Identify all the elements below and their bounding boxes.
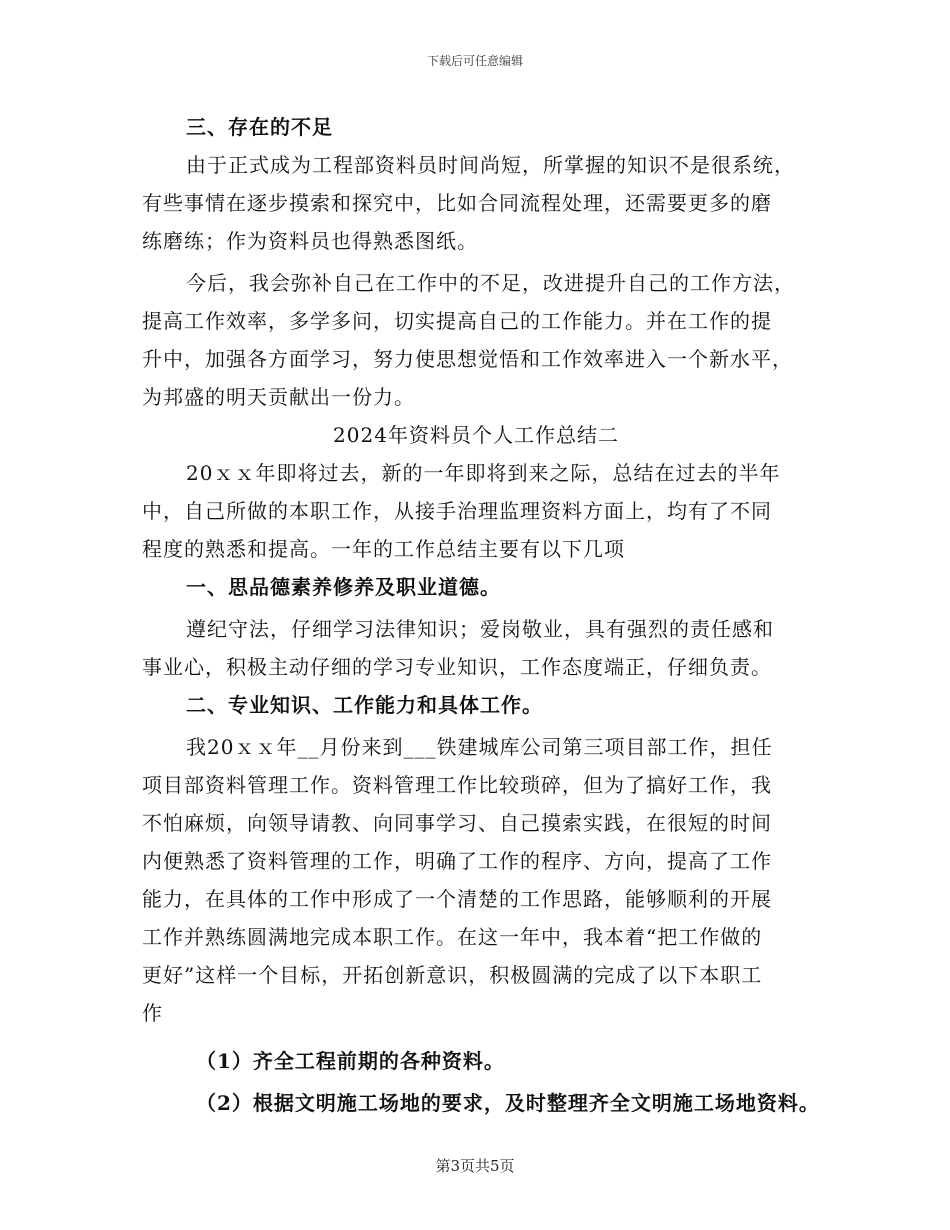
- paragraph-line: 遵纪守法，仔细学习法律知识；爱岗敬业，具有强烈的责任感和: [186, 617, 774, 641]
- paragraph-line: 为邦盛的明天贡献出一份力。: [142, 385, 415, 409]
- paragraph-line: 我20ｘｘ年__月份来到___铁建城库公司第三项目部工作，担任: [186, 735, 773, 759]
- page-header-note: 下载后可任意编辑: [426, 54, 523, 68]
- paragraph-line: 练磨练；作为资料员也得熟悉图纸。: [142, 229, 478, 253]
- paragraph-line: 更好”这样一个目标，开拓创新意识，积极圆满的完成了以下本职工: [142, 963, 763, 987]
- section-heading: 一、思品德素养修养及职业道德。: [186, 575, 501, 599]
- page-number: 第3页共5页: [435, 1157, 515, 1175]
- paragraph-line: 能力，在具体的工作中形成了一个清楚的工作思路，能够顺利的开展: [142, 887, 772, 911]
- paragraph-line: 事业心，积极主动仔细的学习专业知识，工作态度端正，仔细负责。: [142, 655, 772, 679]
- paragraph-line: 今后，我会弥补自己在工作中的不足，改进提升自己的工作方法，: [186, 271, 795, 295]
- paragraph-line: 由于正式成为工程部资料员时间尚短，所掌握的知识不是很系统，: [186, 153, 795, 177]
- section-heading: 二、专业知识、工作能力和具体工作。: [186, 693, 543, 717]
- paragraph-line: 升中，加强各方面学习，努力使思想觉悟和工作效率进入一个新水平，: [142, 347, 793, 371]
- section-heading: 三、存在的不足: [186, 115, 333, 139]
- paragraph-line: 程度的熟悉和提高。一年的工作总结主要有以下几项: [142, 537, 625, 561]
- paragraph-line: 项目部资料管理工作。资料管理工作比较琐碎，但为了搞好工作，我: [142, 773, 772, 797]
- paragraph-line: 提高工作效率，多学多问，切实提高自己的工作能力。并在工作的提: [142, 309, 772, 333]
- document-body: [142, 108, 820, 1122]
- paragraph-line: 工作并熟练圆满地完成本职工作。在这一年中，我本着“把工作做的: [142, 925, 763, 949]
- paragraph-line: 作: [142, 1001, 163, 1025]
- paragraph-line: 20ｘｘ年即将过去，新的一年即将到来之际，总结在过去的半年: [186, 461, 781, 485]
- list-item: （1）齐全工程前期的各种资料。: [196, 1049, 505, 1073]
- paragraph-line: 中，自己所做的本职工作，从接手治理监理资料方面上，均有了不同: [142, 499, 772, 523]
- document-title: 2024年资料员个人工作总结二: [333, 423, 619, 447]
- paragraph-line: 不怕麻烦，向领导请教、向同事学习、自己摸索实践，在很短的时间: [142, 811, 772, 835]
- paragraph-line: 内便熟悉了资料管理的工作，明确了工作的程序、方向，提高了工作: [142, 849, 772, 873]
- paragraph-line: 有些事情在逐步摸索和探究中，比如合同流程处理，还需要更多的磨: [142, 191, 772, 215]
- list-item: （2）根据文明施工场地的要求，及时整理齐全文明施工场地资料。: [196, 1091, 820, 1115]
